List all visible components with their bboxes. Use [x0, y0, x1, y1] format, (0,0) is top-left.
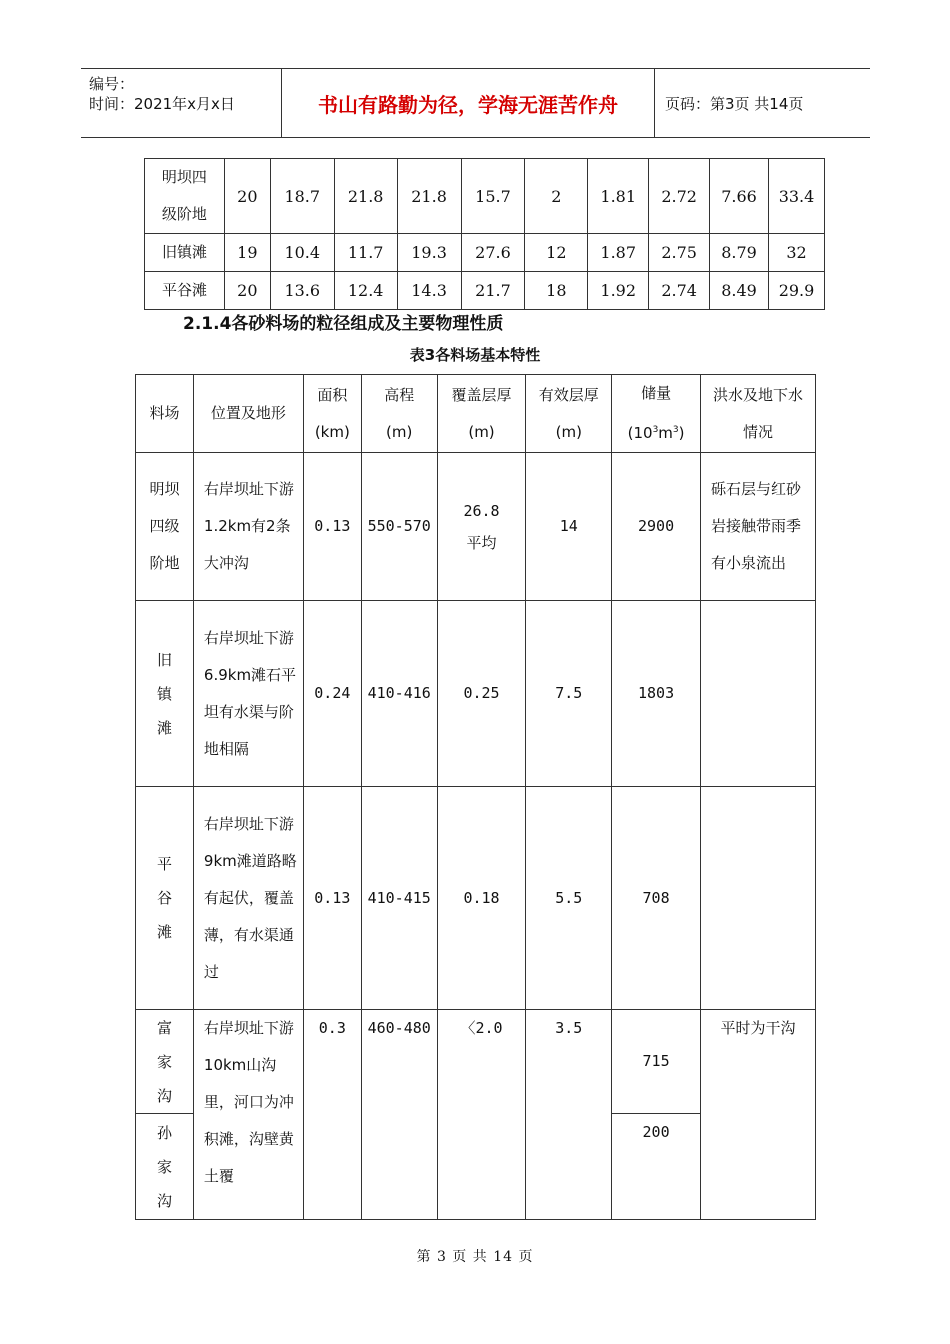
table-cell: 2.75 — [649, 234, 710, 272]
table-cell: 1.92 — [588, 272, 649, 310]
flood-cell — [701, 601, 816, 787]
flood-cell — [701, 787, 816, 1010]
header-elevation: 高程 (m) — [361, 375, 437, 453]
table-cell: 10.4 — [270, 234, 334, 272]
table-cell: 2.74 — [649, 272, 710, 310]
table-cell: 18.7 — [270, 159, 334, 234]
table-row — [136, 601, 816, 787]
table-cell: 1.81 — [588, 159, 649, 234]
section-heading: 2.1.4各砂料场的粒径组成及主要物理性质 — [183, 314, 504, 334]
table-cell: 29.9 — [769, 272, 825, 310]
table-cell: 26.8平均 — [437, 453, 526, 601]
header-meta — [81, 69, 282, 137]
table-cell: 〈2.0 — [437, 1010, 526, 1220]
location-cell: 右岸坝址下游6.9km滩石平坦有水渠与阶地相隔 — [193, 601, 303, 787]
table-cell: 11.7 — [334, 234, 397, 272]
table-cell: 410-415 — [361, 787, 437, 1010]
table-cell: 19 — [224, 234, 270, 272]
table-row — [136, 787, 816, 1010]
table-row — [145, 159, 825, 234]
time-label: 时间：2021年x月x日 — [89, 95, 235, 113]
table-cell: 7.66 — [710, 159, 769, 234]
table-caption: 表3各料场基本特性 — [409, 346, 541, 364]
header-effective: 有效层厚 (m) — [526, 375, 612, 453]
table-cell: 200 — [612, 1114, 701, 1220]
location-cell: 右岸坝址下游10km山沟里，河口为冲积滩，沟壁黄土覆 — [193, 1010, 303, 1220]
property-table-continued — [144, 158, 825, 310]
site-name: 旧镇滩 — [136, 601, 194, 787]
table-cell: 0.18 — [437, 787, 526, 1010]
table-cell: 21.8 — [334, 159, 397, 234]
site-name: 富家沟 — [136, 1010, 194, 1114]
table-row — [136, 453, 816, 601]
table-cell: 20 — [224, 159, 270, 234]
table-cell: 14.3 — [397, 272, 461, 310]
table-cell: 21.7 — [461, 272, 525, 310]
table-cell: 8.49 — [710, 272, 769, 310]
table-cell: 715 — [612, 1010, 701, 1114]
table-cell: 7.5 — [526, 601, 612, 787]
table-cell: 19.3 — [397, 234, 461, 272]
flood-cell: 砾石层与红砂岩接触带雨季有小泉流出 — [701, 453, 816, 601]
site-characteristics-table — [135, 374, 816, 1220]
page-footer: 第 3 页 共 14 页 — [416, 1249, 534, 1265]
table-cell: 0.13 — [303, 453, 361, 601]
table-cell: 5.5 — [526, 787, 612, 1010]
site-name: 孙家沟 — [136, 1114, 194, 1220]
header-area: 面积 (km) — [303, 375, 361, 453]
table-cell: 0.3 — [303, 1010, 361, 1220]
table-cell: 3.5 — [526, 1010, 612, 1220]
table-header-row — [136, 375, 816, 453]
site-name: 旧镇滩 — [145, 234, 225, 272]
table-cell: 2 — [525, 159, 588, 234]
table-cell: 27.6 — [461, 234, 525, 272]
site-name: 明坝四级阶地 — [136, 453, 194, 601]
table-cell: 8.79 — [710, 234, 769, 272]
table-cell: 12.4 — [334, 272, 397, 310]
table-cell: 0.25 — [437, 601, 526, 787]
table-row — [136, 1010, 816, 1114]
location-cell: 右岸坝址下游1.2km有2条大冲沟 — [193, 453, 303, 601]
table-cell: 33.4 — [769, 159, 825, 234]
table-cell: 20 — [224, 272, 270, 310]
site-name: 明坝四级阶地 — [145, 159, 225, 234]
table-cell: 2.72 — [649, 159, 710, 234]
header-flood: 洪水及地下水情况 — [701, 375, 816, 453]
header-page-info: 页码：第3页 共14页 — [665, 95, 804, 113]
table-cell: 550-570 — [361, 453, 437, 601]
table-cell: 32 — [769, 234, 825, 272]
table-cell: 1803 — [612, 601, 701, 787]
header-location: 位置及地形 — [193, 375, 303, 453]
table-cell: 21.8 — [397, 159, 461, 234]
table-cell: 410-416 — [361, 601, 437, 787]
table-cell: 0.24 — [303, 601, 361, 787]
page-header — [81, 68, 870, 138]
location-cell: 右岸坝址下游9km滩道路略有起伏，覆盖薄，有水渠通过 — [193, 787, 303, 1010]
table-cell: 13.6 — [270, 272, 334, 310]
header-reserves: 储量 $(10^3m^3)$ — [612, 375, 701, 453]
table-cell: 12 — [525, 234, 588, 272]
table-cell: 14 — [526, 453, 612, 601]
flood-cell: 平时为干沟 — [701, 1010, 816, 1220]
header-overburden: 覆盖层厚 (m) — [437, 375, 526, 453]
table-row — [145, 272, 825, 310]
table-cell: 2900 — [612, 453, 701, 601]
table-cell: 460-480 — [361, 1010, 437, 1220]
table-row — [145, 234, 825, 272]
site-name: 平谷滩 — [145, 272, 225, 310]
table-cell: 0.13 — [303, 787, 361, 1010]
serial-label: 编号： — [89, 75, 135, 93]
header-motto: 书山有路勤为径，学海无涯苦作舟 — [282, 69, 655, 137]
table-cell: 708 — [612, 787, 701, 1010]
table-cell: 15.7 — [461, 159, 525, 234]
table-cell: 1.87 — [588, 234, 649, 272]
table-cell: 18 — [525, 272, 588, 310]
site-name: 平谷滩 — [136, 787, 194, 1010]
header-site: 料场 — [136, 375, 194, 453]
